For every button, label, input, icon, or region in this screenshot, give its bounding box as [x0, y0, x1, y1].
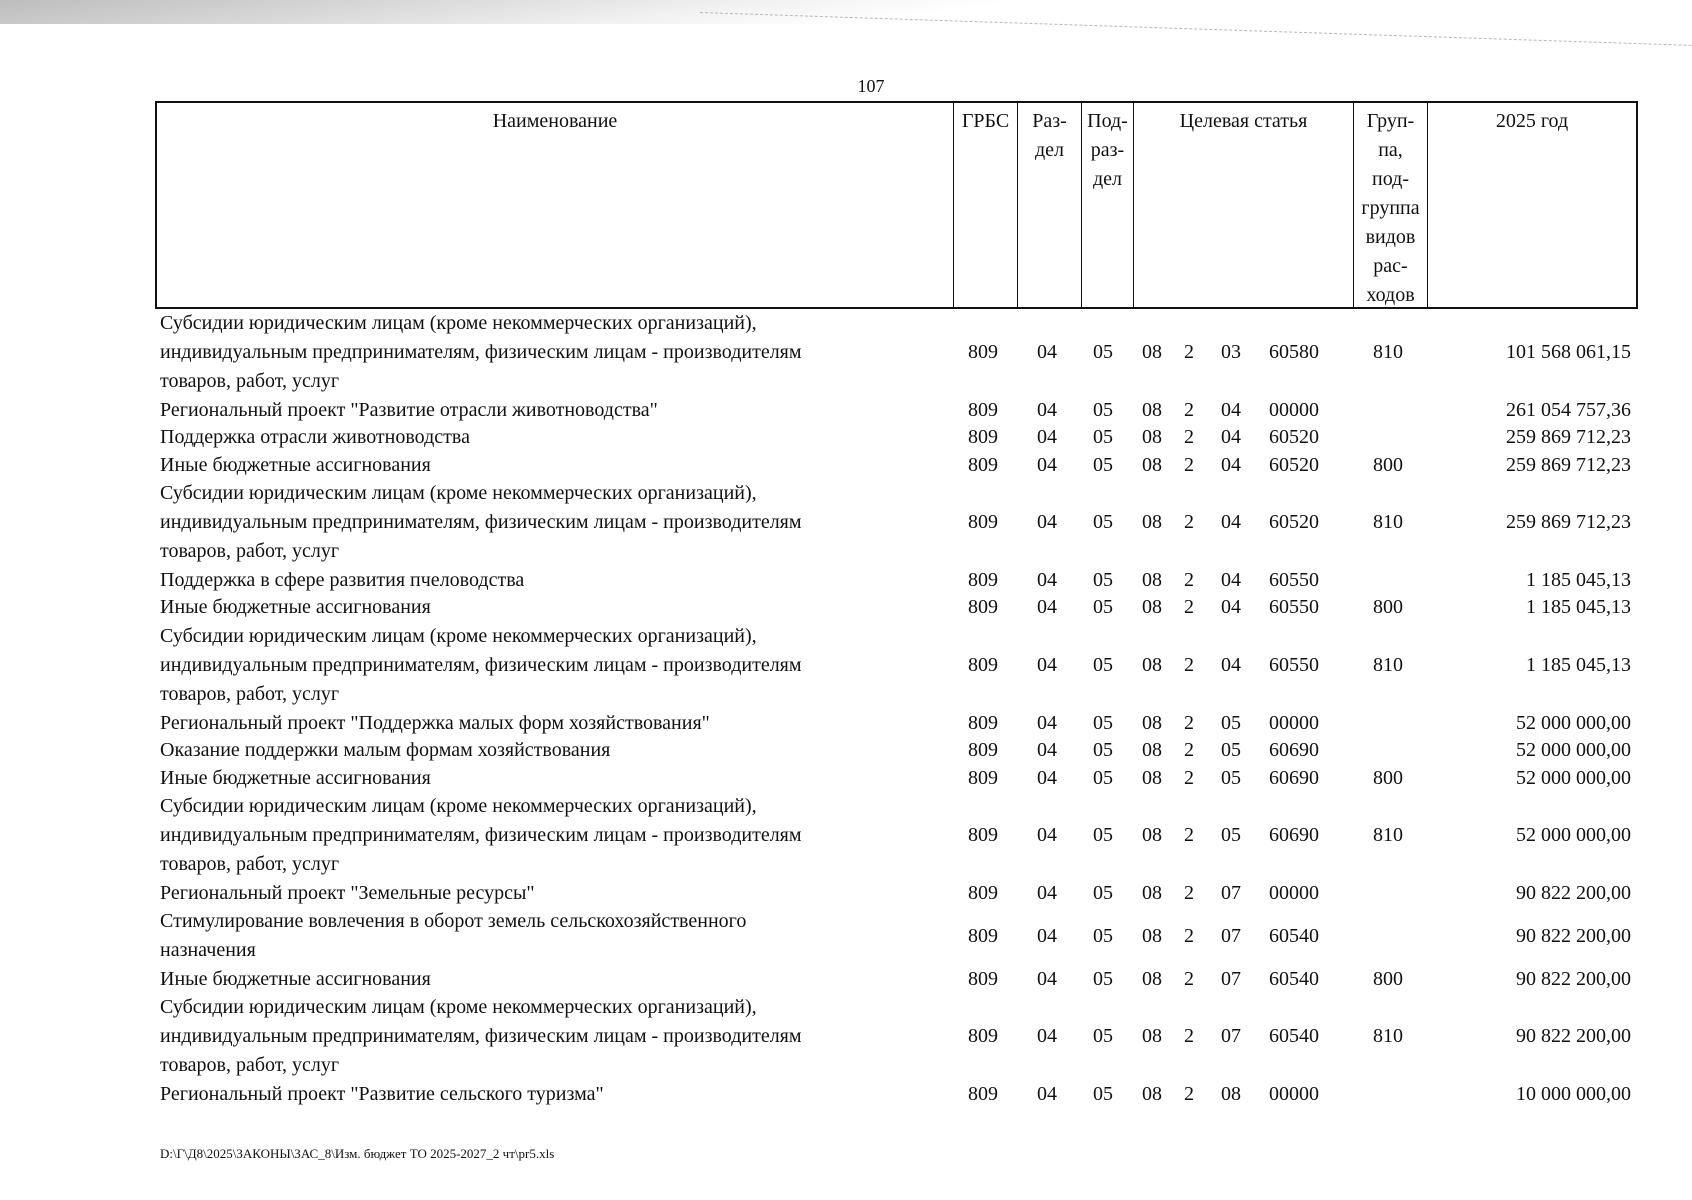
cell-name-line: Иные бюджетные ассигнования [160, 453, 431, 476]
cell-podrazdel: 05 [1093, 653, 1113, 676]
table-row [155, 965, 1638, 993]
cell-target-structure: 07 [1221, 1025, 1241, 1048]
cell-target-direction: 60690 [1269, 824, 1319, 847]
cell-target-structure: 05 [1221, 739, 1241, 762]
cell-podrazdel: 05 [1093, 398, 1113, 421]
cell-grbs: 809 [968, 1025, 998, 1048]
cell-group: 800 [1373, 766, 1403, 789]
cell-group: 800 [1373, 967, 1403, 990]
cell-target-program: 08 [1142, 739, 1162, 762]
cell-razdel: 04 [1037, 568, 1057, 591]
cell-target-program: 08 [1142, 1025, 1162, 1048]
cell-name-line: товаров, работ, услуг [160, 540, 340, 563]
cell-target-program: 08 [1142, 711, 1162, 734]
header-group-line: Груп- [1366, 110, 1415, 132]
cell-razdel: 04 [1037, 824, 1057, 847]
cell-group [1351, 879, 1425, 907]
cell-amount: 90 822 200,00 [1516, 924, 1631, 947]
header-target: Целевая статья [1133, 103, 1353, 307]
table-row [155, 567, 1638, 595]
cell-razdel: 04 [1037, 739, 1057, 762]
cell-target-direction: 60540 [1269, 1025, 1319, 1048]
table-row [155, 1080, 1638, 1108]
cell-amount: 90 822 200,00 [1516, 1025, 1631, 1048]
header-group-line: рас- [1373, 255, 1408, 277]
cell-name-line: Региональный проект "Земельные ресурсы" [160, 881, 535, 904]
cell-target-direction: 60540 [1269, 924, 1319, 947]
cell-group [1351, 907, 1425, 965]
budget-table [155, 101, 1638, 1108]
cell-target-direction: 60540 [1269, 967, 1319, 990]
cell-name [160, 907, 960, 965]
cell-target-type: 2 [1184, 1082, 1194, 1105]
cell-group: 810 [1373, 653, 1403, 676]
cell-grbs: 809 [968, 596, 998, 619]
cell-target-program: 08 [1142, 341, 1162, 364]
cell-name-line: Поддержка отрасли животноводства [160, 426, 470, 449]
header-razdel-line: дел [1034, 139, 1065, 161]
cell-grbs: 809 [968, 1082, 998, 1105]
cell-podrazdel: 05 [1093, 881, 1113, 904]
cell-grbs: 809 [968, 739, 998, 762]
cell-target-type: 2 [1184, 711, 1194, 734]
cell-group: 810 [1373, 511, 1403, 534]
cell-target-type: 2 [1184, 766, 1194, 789]
cell-name [160, 397, 960, 425]
cell-amount: 1 185 045,13 [1526, 653, 1631, 676]
cell-amount: 259 869 712,23 [1506, 453, 1631, 476]
cell-amount: 52 000 000,00 [1516, 824, 1631, 847]
cell-podrazdel: 05 [1093, 596, 1113, 619]
cell-grbs: 809 [968, 881, 998, 904]
cell-name-line: Субсидии юридическим лицам (кроме некоммерческих организаций), [160, 795, 757, 818]
header-group-line: под- [1372, 168, 1409, 190]
cell-podrazdel: 05 [1093, 924, 1113, 947]
cell-name-line: индивидуальным предпринимателям, физическим лицам - производителям [160, 1025, 802, 1048]
cell-razdel: 04 [1037, 596, 1057, 619]
cell-target-direction: 60690 [1269, 739, 1319, 762]
cell-name-line: Иные бюджетные ассигнования [160, 967, 431, 990]
cell-podrazdel: 05 [1093, 1082, 1113, 1105]
cell-amount: 259 869 712,23 [1506, 511, 1631, 534]
cell-podrazdel: 05 [1093, 341, 1113, 364]
table-row [155, 764, 1638, 792]
cell-name-line: Региональный проект "Поддержка малых форм хозяйствования" [160, 711, 710, 734]
cell-name-line: Поддержка в сфере развития пчеловодства [160, 568, 525, 591]
cell-target-type: 2 [1184, 739, 1194, 762]
cell-target-structure: 04 [1221, 398, 1241, 421]
cell-target-type: 2 [1184, 924, 1194, 947]
cell-target-type: 2 [1184, 653, 1194, 676]
cell-amount: 52 000 000,00 [1516, 766, 1631, 789]
cell-razdel: 04 [1037, 967, 1057, 990]
header-group [1353, 103, 1427, 307]
cell-target-direction: 00000 [1269, 881, 1319, 904]
cell-name-line: Оказание поддержки малым формам хозяйствования [160, 739, 611, 762]
cell-grbs: 809 [968, 453, 998, 476]
cell-amount: 52 000 000,00 [1516, 739, 1631, 762]
cell-target-type: 2 [1184, 824, 1194, 847]
page-number: 107 [857, 76, 885, 96]
cell-name-line: индивидуальным предпринимателям, физическим лицам - производителям [160, 824, 802, 847]
cell-target-direction: 60580 [1269, 341, 1319, 364]
cell-name-line: Стимулирование вовлечения в оборот земель сельскохозяйственного [160, 910, 747, 933]
cell-name [160, 965, 960, 993]
cell-target-structure: 04 [1221, 568, 1241, 591]
cell-target-direction: 60690 [1269, 766, 1319, 789]
cell-name [160, 622, 960, 710]
table-header [155, 101, 1638, 309]
cell-target-program: 08 [1142, 453, 1162, 476]
cell-amount: 1 185 045,13 [1526, 568, 1631, 591]
cell-target-structure: 04 [1221, 511, 1241, 534]
cell-podrazdel: 05 [1093, 967, 1113, 990]
cell-target-direction: 60520 [1269, 426, 1319, 449]
cell-razdel: 04 [1037, 881, 1057, 904]
table-row [155, 622, 1638, 710]
cell-target-type: 2 [1184, 453, 1194, 476]
cell-amount: 1 185 045,13 [1526, 596, 1631, 619]
table-row [155, 452, 1638, 480]
cell-amount: 90 822 200,00 [1516, 967, 1631, 990]
cell-razdel: 04 [1037, 711, 1057, 734]
cell-target-direction: 60550 [1269, 653, 1319, 676]
cell-target-direction: 00000 [1269, 1082, 1319, 1105]
table-row [155, 594, 1638, 622]
cell-target-program: 08 [1142, 653, 1162, 676]
cell-razdel: 04 [1037, 341, 1057, 364]
footer-file-path: D:\Г\Д8\2025\ЗАКОНЫ\ЗАС_8\Изм. бюджет ТО 2025-2027_2 чт\pr5.xls [160, 1146, 555, 1161]
cell-amount: 90 822 200,00 [1516, 881, 1631, 904]
cell-razdel: 04 [1037, 766, 1057, 789]
header-razdel-line: Раз- [1032, 110, 1067, 132]
cell-target-direction: 00000 [1269, 711, 1319, 734]
cell-target-direction: 60550 [1269, 568, 1319, 591]
cell-name-line: индивидуальным предпринимателям, физическим лицам - производителям [160, 341, 802, 364]
table-row [155, 879, 1638, 907]
cell-name-line: товаров, работ, услуг [160, 853, 340, 876]
cell-name-line: индивидуальным предпринимателям, физическим лицам - производителям [160, 653, 802, 676]
cell-grbs: 809 [968, 653, 998, 676]
cell-target-structure: 07 [1221, 967, 1241, 990]
cell-name [160, 452, 960, 480]
cell-name [160, 737, 960, 765]
cell-group: 800 [1373, 596, 1403, 619]
cell-name [160, 764, 960, 792]
cell-target-program: 08 [1142, 924, 1162, 947]
cell-grbs: 809 [968, 967, 998, 990]
cell-name [160, 479, 960, 567]
cell-name-line: Иные бюджетные ассигнования [160, 596, 431, 619]
cell-target-program: 08 [1142, 881, 1162, 904]
table-row [155, 737, 1638, 765]
cell-name-line: Региональный проект "Развитие отрасли животноводства" [160, 398, 658, 421]
cell-target-direction: 60520 [1269, 511, 1319, 534]
cell-name [160, 993, 960, 1081]
cell-name-line: товаров, работ, услуг [160, 1054, 340, 1077]
header-podrazdel-line: Под- [1087, 110, 1128, 132]
cell-name-line: индивидуальным предпринимателям, физическим лицам - производителям [160, 511, 802, 534]
table-row [155, 397, 1638, 425]
cell-razdel: 04 [1037, 426, 1057, 449]
cell-grbs: 809 [968, 924, 998, 947]
cell-name-line: назначения [160, 939, 256, 962]
cell-name-line: Иные бюджетные ассигнования [160, 766, 431, 789]
cell-target-type: 2 [1184, 426, 1194, 449]
cell-amount: 261 054 757,36 [1506, 398, 1631, 421]
header-podrazdel-line: дел [1092, 168, 1123, 190]
cell-group: 810 [1373, 824, 1403, 847]
cell-target-program: 08 [1142, 766, 1162, 789]
cell-grbs: 809 [968, 711, 998, 734]
cell-target-structure: 03 [1221, 341, 1241, 364]
cell-amount: 101 568 061,15 [1506, 341, 1631, 364]
cell-group: 810 [1373, 1025, 1403, 1048]
header-group-line: видов [1365, 226, 1416, 248]
cell-name [160, 424, 960, 452]
cell-name [160, 309, 960, 397]
cell-name [160, 1080, 960, 1108]
table-body [155, 309, 1638, 1108]
cell-podrazdel: 05 [1093, 568, 1113, 591]
cell-name-line: Субсидии юридическим лицам (кроме некоммерческих организаций), [160, 624, 757, 647]
header-group-line: группа [1361, 197, 1420, 219]
cell-target-structure: 05 [1221, 824, 1241, 847]
cell-podrazdel: 05 [1093, 739, 1113, 762]
cell-group [1351, 397, 1425, 425]
cell-group: 810 [1373, 341, 1403, 364]
cell-target-program: 08 [1142, 824, 1162, 847]
cell-target-program: 08 [1142, 568, 1162, 591]
cell-grbs: 809 [968, 341, 998, 364]
cell-grbs: 809 [968, 824, 998, 847]
table-row [155, 993, 1638, 1081]
cell-target-structure: 04 [1221, 596, 1241, 619]
cell-target-program: 08 [1142, 1082, 1162, 1105]
cell-podrazdel: 05 [1093, 453, 1113, 476]
cell-name-line: Субсидии юридическим лицам (кроме некоммерческих организаций), [160, 996, 757, 1019]
cell-target-program: 08 [1142, 511, 1162, 534]
cell-target-program: 08 [1142, 967, 1162, 990]
cell-target-structure: 04 [1221, 653, 1241, 676]
cell-target-direction: 00000 [1269, 398, 1319, 421]
cell-razdel: 04 [1037, 1082, 1057, 1105]
cell-group: 800 [1373, 453, 1403, 476]
header-grbs: ГРБС [953, 103, 1017, 307]
header-razdel [1017, 103, 1081, 307]
cell-razdel: 04 [1037, 924, 1057, 947]
cell-name-line: Субсидии юридическим лицам (кроме некоммерческих организаций), [160, 312, 757, 335]
cell-grbs: 809 [968, 426, 998, 449]
cell-target-type: 2 [1184, 341, 1194, 364]
cell-podrazdel: 05 [1093, 711, 1113, 734]
cell-target-structure: 08 [1221, 1082, 1241, 1105]
cell-razdel: 04 [1037, 1025, 1057, 1048]
cell-name [160, 567, 960, 595]
header-podrazdel-line: раз- [1090, 139, 1125, 161]
cell-target-structure: 05 [1221, 711, 1241, 734]
cell-podrazdel: 05 [1093, 824, 1113, 847]
cell-razdel: 04 [1037, 653, 1057, 676]
cell-razdel: 04 [1037, 511, 1057, 534]
cell-group [1351, 424, 1425, 452]
cell-target-program: 08 [1142, 426, 1162, 449]
header-year: 2025 год [1427, 103, 1636, 307]
cell-name [160, 594, 960, 622]
table-row [155, 907, 1638, 965]
cell-grbs: 809 [968, 511, 998, 534]
cell-grbs: 809 [968, 398, 998, 421]
cell-podrazdel: 05 [1093, 766, 1113, 789]
cell-name-line: Субсидии юридическим лицам (кроме некоммерческих организаций), [160, 482, 757, 505]
cell-razdel: 04 [1037, 398, 1057, 421]
cell-podrazdel: 05 [1093, 426, 1113, 449]
cell-group [1351, 737, 1425, 765]
cell-amount: 10 000 000,00 [1516, 1082, 1631, 1105]
cell-amount: 52 000 000,00 [1516, 711, 1631, 734]
cell-target-type: 2 [1184, 596, 1194, 619]
cell-target-type: 2 [1184, 967, 1194, 990]
cell-grbs: 809 [968, 568, 998, 591]
cell-group [1351, 1080, 1425, 1108]
cell-razdel: 04 [1037, 453, 1057, 476]
cell-target-type: 2 [1184, 398, 1194, 421]
cell-podrazdel: 05 [1093, 1025, 1113, 1048]
cell-target-type: 2 [1184, 568, 1194, 591]
cell-target-structure: 05 [1221, 766, 1241, 789]
cell-target-direction: 60550 [1269, 596, 1319, 619]
cell-grbs: 809 [968, 766, 998, 789]
cell-name [160, 879, 960, 907]
cell-target-program: 08 [1142, 596, 1162, 619]
table-row [155, 424, 1638, 452]
cell-target-structure: 07 [1221, 924, 1241, 947]
header-group-line: ходов [1366, 284, 1415, 306]
header-group-line: па, [1378, 139, 1403, 161]
cell-name [160, 709, 960, 737]
cell-name-line: товаров, работ, услуг [160, 370, 340, 393]
table-row [155, 792, 1638, 880]
cell-amount: 259 869 712,23 [1506, 426, 1631, 449]
table-row [155, 309, 1638, 397]
header-name: Наименование [492, 110, 618, 132]
cell-target-structure: 04 [1221, 453, 1241, 476]
cell-target-direction: 60520 [1269, 453, 1319, 476]
table-row [155, 479, 1638, 567]
cell-group [1351, 709, 1425, 737]
cell-target-structure: 04 [1221, 426, 1241, 449]
cell-name-line: товаров, работ, услуг [160, 682, 340, 705]
cell-name-line: Региональный проект "Развитие сельского туризма" [160, 1082, 604, 1105]
cell-target-type: 2 [1184, 1025, 1194, 1048]
cell-name [160, 792, 960, 880]
cell-target-type: 2 [1184, 881, 1194, 904]
scan-edge-shadow [0, 0, 1692, 24]
header-podrazdel [1081, 103, 1133, 307]
cell-target-type: 2 [1184, 511, 1194, 534]
cell-target-structure: 07 [1221, 881, 1241, 904]
table-row [155, 709, 1638, 737]
cell-podrazdel: 05 [1093, 511, 1113, 534]
cell-target-program: 08 [1142, 398, 1162, 421]
cell-group [1351, 567, 1425, 595]
